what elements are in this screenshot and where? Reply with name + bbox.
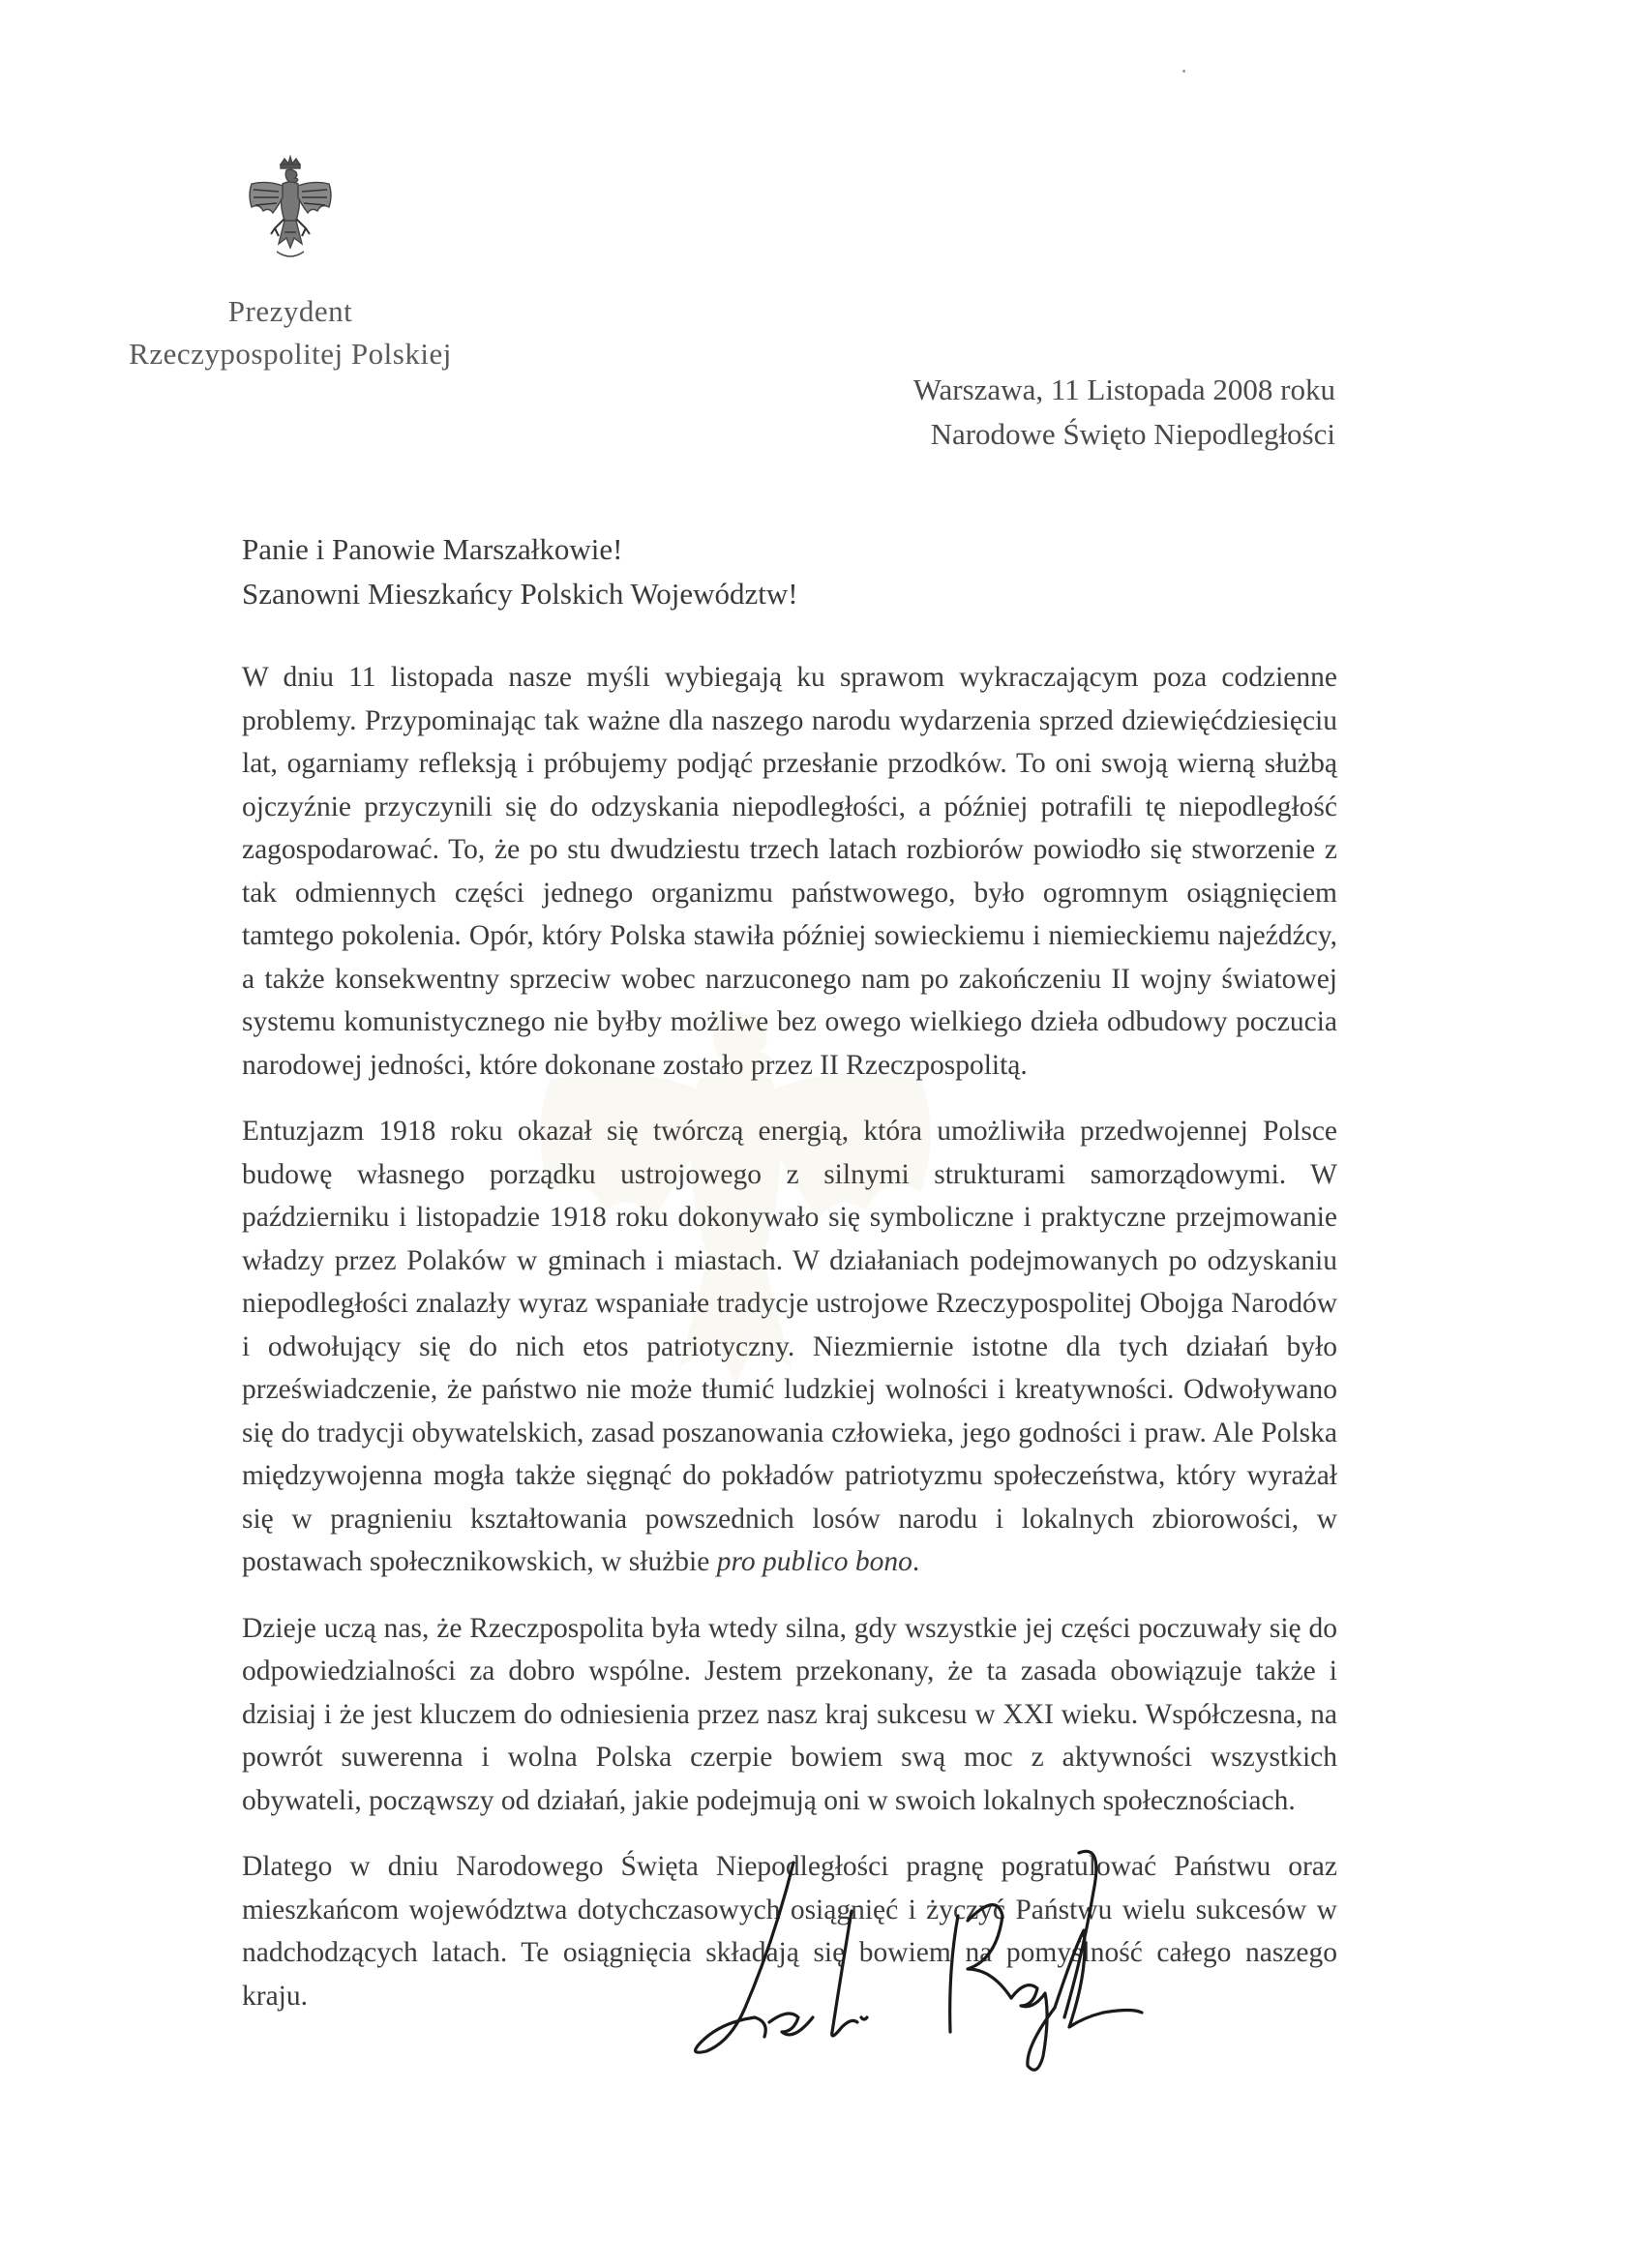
paragraph-2-latin: pro publico bono [716, 1546, 912, 1577]
letterhead-subtitle: Rzeczypospolitej Polskiej [129, 337, 452, 371]
salutation-line-1: Panie i Panowie Marszałkowie! [242, 532, 623, 566]
date-line: Warszawa, 11 Listopada 2008 roku [912, 373, 1335, 406]
paragraph-2-text: Entuzjazm 1918 roku okazał się twórczą energią, która umożliwiła przedwojennej Polsce budowę własnego porządku ustrojowego z silnymi strukturami samorządowymi. W październiku i listopadzie 1918 roku dokonywało się symboliczne i praktyczne przejmowanie władzy przez Polaków w gminach i miastach. W działaniach podejmowanych po odzyskaniu niepodległości znalazły wyraz wspaniałe tradycje ustrojowe Rzeczypospolitej Obojga Narodów i odwołujący się do nich etos patriotyczny. Niezmiernie istotne dla tych działań było przeświadczenie, że państwo nie może tłumić ludzkiej wolności i kreatywności. Odwoływano się do tradycji obywatelskich, zasad poszanowania człowieka, jego godności i praw. Ale Polska międzywojenna mogła także sięgnąć do pokładów patriotyzmu społeczeństwa, który wyrażał się w pragnieniu kształtowania powszednich losów narodu i lokalnych zbiorowości, w postawach społecznikowskich, w służbie [242, 1116, 1337, 1577]
salutation [242, 527, 798, 616]
scan-speck [1182, 70, 1185, 73]
white-eagle-emblem-icon [242, 155, 339, 271]
paragraph-3: Dzieje uczą nas, że Rzeczpospolita była wtedy silna, gdy wszystkie jej części poczuwały się do odpowiedzialności za dobro wspólne. Jestem przekonany, że ta zasada obowiązuje także i dzisiaj i że jest kluczem do odniesienia przez nasz kraj sukcesu w XXI wieku. Współczesna, na powrót suwerenna i wolna Polska czerpie bowiem swą moc z aktywności wszystkich obywateli, począwszy od działań, jakie podejmują oni w swoich lokalnych społecznościach. [242, 1612, 1337, 1816]
paragraph-1: W dniu 11 listopada nasze myśli wybiegają ku sprawom wykraczającym poza codzienne problemy. Przypominając tak ważne dla naszego narodu wydarzenia sprzed dziewięćdziesięciu lat, ogarniamy refleksją i próbujemy podjąć przesłanie przodków. To oni swoją wierną służbą ojczyźnie przyczynili się do odzyskania niepodległości, a później potrafili tę niepodległość zagospodarować. To, że po stu dwudziestu trzech latach rozbiorów powiodło się stworzenie z tak odmiennych części jednego organizmu państwowego, było ogromnym osiągnięciem tamtego pokolenia. Opór, który Polska stawiła później sowieckiemu i niemieckiemu najeźdźcy, a także konsekwentny sprzeciw wobec narzuconego nam po zakończeniu II wojny światowej systemu komunistycznego nie byłby możliwe bez owego wielkiego dzieła odbudowy poczucia narodowej jedności, które dokonane zostało przez II Rzeczpospolitą. [242, 662, 1337, 1081]
paragraph-2-end: . [912, 1546, 920, 1577]
paragraph-2 [242, 1110, 1337, 1584]
letterhead [116, 290, 464, 375]
paragraph-4: Dlatego w dniu Narodowego Święta Niepodległości pragnę pogratulować Państwu oraz mieszkańcom województwa dotychczasowych osiągnięć i życzyć Państwu wielu sukcesów w nadchodzących latach. Te osiągnięcia składają się bowiem na pomyślność całego naszego kraju. [242, 1851, 1337, 2012]
dateline [913, 368, 1335, 457]
handwritten-signature [677, 1824, 1181, 2095]
salutation-line-2: Szanowni Mieszkańcy Polskich Województw! [242, 577, 798, 611]
occasion-line: Narodowe Święto Niepodległości [930, 417, 1335, 451]
letterhead-title: Prezydent [227, 294, 353, 328]
